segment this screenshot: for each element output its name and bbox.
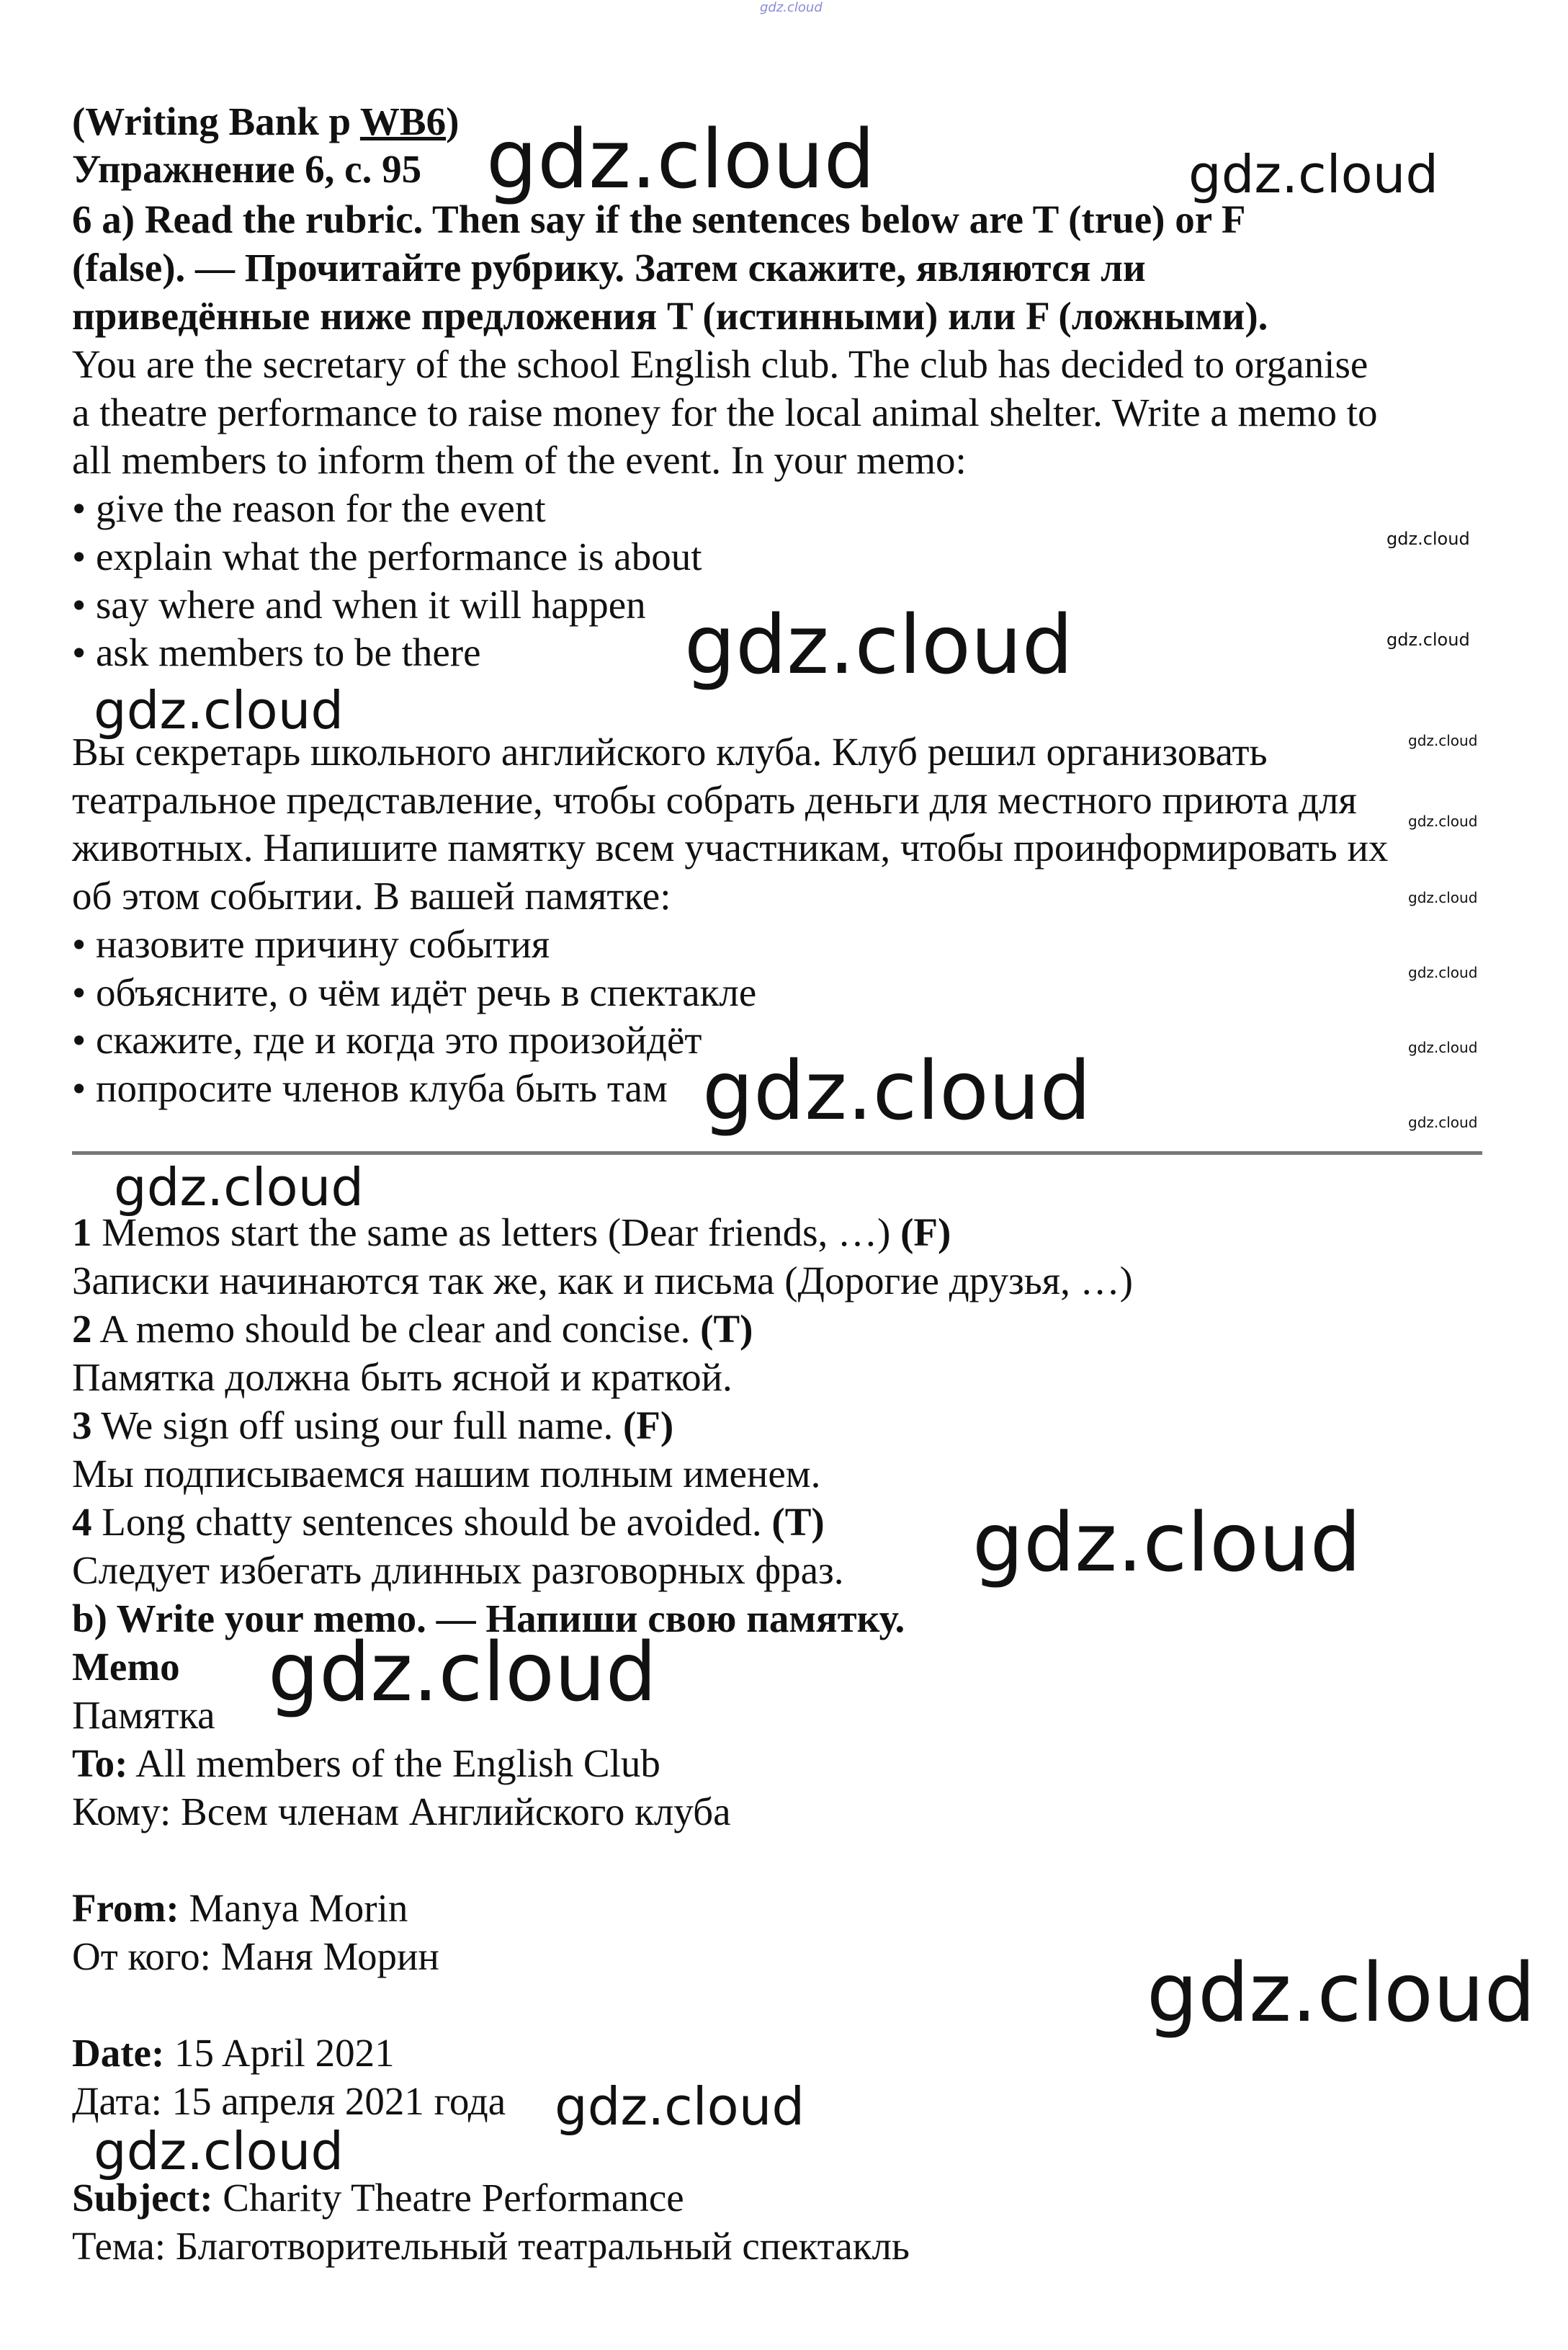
section-divider	[72, 1151, 1482, 1155]
watermark: gdz.cloud	[1408, 1039, 1478, 1056]
watermark: gdz.cloud	[1408, 964, 1478, 981]
exercise-number: Упражнение 6, с. 95	[72, 147, 422, 191]
statement-translation: Памятка должна быть ясной и краткой.	[72, 1355, 733, 1399]
rubric-en-bullet: • say where and when it will happen	[72, 583, 646, 627]
rubric-ru-line: животных. Напишите памятку всем участникам, чтобы проинформировать их	[72, 826, 1389, 870]
watermark: gdz.cloud	[94, 2121, 344, 2181]
memo-label: Memo	[72, 1645, 180, 1689]
watermark: gdz.cloud	[94, 680, 344, 741]
wb6-link[interactable]: WB6	[359, 99, 447, 143]
memo-subject: Subject: Charity Theatre Performance	[72, 2176, 684, 2220]
memo-label-ru: Памятка	[72, 1693, 215, 1737]
watermark: gdz.cloud	[1408, 1114, 1478, 1131]
statement-item: 2 A memo should be clear and concise. (T)	[72, 1307, 753, 1351]
memo-date: Date: 15 April 2021	[72, 2031, 395, 2075]
rubric-en-bullet: • explain what the performance is about	[72, 535, 702, 578]
watermark: gdz.cloud	[1408, 813, 1478, 830]
rubric-ru-bullet: • назовите причину события	[72, 922, 550, 966]
task-a-title-line1: 6 a) Read the rubric. Then say if the sentences below are T (true) or F	[72, 197, 1246, 241]
rubric-en-bullet: • give the reason for the event	[72, 486, 546, 530]
answer-badge: (T)	[771, 1500, 825, 1544]
watermark: gdz.cloud	[702, 1045, 1091, 1138]
rubric-ru-line: об этом событии. В вашей памятке:	[72, 874, 671, 918]
statement-translation: Мы подписываемся нашим полным именем.	[72, 1452, 821, 1496]
statement-item: 4 Long chatty sentences should be avoided. (T)	[72, 1500, 825, 1544]
watermark: gdz.cloud	[972, 1496, 1361, 1590]
task-a-title-line2: (false). — Прочитайте рубрику. Затем скажите, являются ли	[72, 246, 1146, 290]
watermark: gdz.cloud	[555, 2076, 805, 2137]
statement-item: 3 We sign off using our full name. (F)	[72, 1403, 674, 1447]
rubric-ru-line: Вы секретарь школьного английского клуба. Клуб решил организовать	[72, 730, 1268, 774]
watermark: gdz.cloud	[1147, 1947, 1536, 2040]
watermark: gdz.cloud	[1408, 732, 1478, 749]
rubric-ru-bullet: • объясните, о чём идёт речь в спектакле	[72, 970, 757, 1014]
watermark: gdz.cloud	[1188, 144, 1439, 205]
memo-from-ru: От кого: Маня Морин	[72, 1934, 439, 1978]
answer-badge: (F)	[622, 1403, 674, 1447]
watermark: gdz.cloud	[760, 0, 823, 15]
watermark: gdz.cloud	[1386, 630, 1470, 650]
rubric-en-line: a theatre performance to raise money for the local animal shelter. Write a memo to	[72, 390, 1378, 434]
memo-to: To: All members of the English Club	[72, 1741, 660, 1785]
watermark: gdz.cloud	[486, 113, 875, 207]
statement-translation: Записки начинаются так же, как и письма (Дорогие друзья, …)	[72, 1259, 1133, 1303]
rubric-en-line: You are the secretary of the school English club. The club has decided to organise	[72, 342, 1368, 386]
memo-subject-ru: Тема: Благотворительный театральный спектакль	[72, 2224, 910, 2268]
rubric-en-line: all members to inform them of the event. In your memo:	[72, 438, 967, 482]
rubric-ru-line: театральное представление, чтобы собрать деньги для местного приюта для	[72, 778, 1357, 822]
rubric-en-bullet: • ask members to be there	[72, 630, 481, 674]
answer-badge: (F)	[900, 1210, 951, 1254]
task-a-title-line3: приведённые ниже предложения T (истинными) или F (ложными).	[72, 294, 1268, 338]
watermark: gdz.cloud	[1408, 889, 1478, 906]
watermark: gdz.cloud	[684, 599, 1073, 692]
statement-item: 1 Memos start the same as letters (Dear friends, …) (F)	[72, 1210, 951, 1254]
watermark: gdz.cloud	[268, 1626, 657, 1720]
writing-bank-reference: (Writing Bank p WB6)	[72, 99, 460, 143]
rubric-ru-bullet: • скажите, где и когда это произойдёт	[72, 1018, 702, 1062]
rubric-ru-bullet: • попросите членов клуба быть там	[72, 1066, 668, 1110]
statement-translation: Следует избегать длинных разговорных фраз.	[72, 1548, 844, 1592]
watermark: gdz.cloud	[1386, 529, 1470, 549]
memo-date-ru: Дата: 15 апреля 2021 года	[72, 2079, 506, 2123]
task-b-title: b) Write your memo. — Напиши свою памятку.	[72, 1596, 905, 1640]
answer-badge: (T)	[700, 1307, 753, 1351]
memo-from: From: Manya Morin	[72, 1886, 408, 1930]
watermark: gdz.cloud	[114, 1157, 364, 1218]
memo-to-ru: Кому: Всем членам Английского клуба	[72, 1790, 731, 1833]
